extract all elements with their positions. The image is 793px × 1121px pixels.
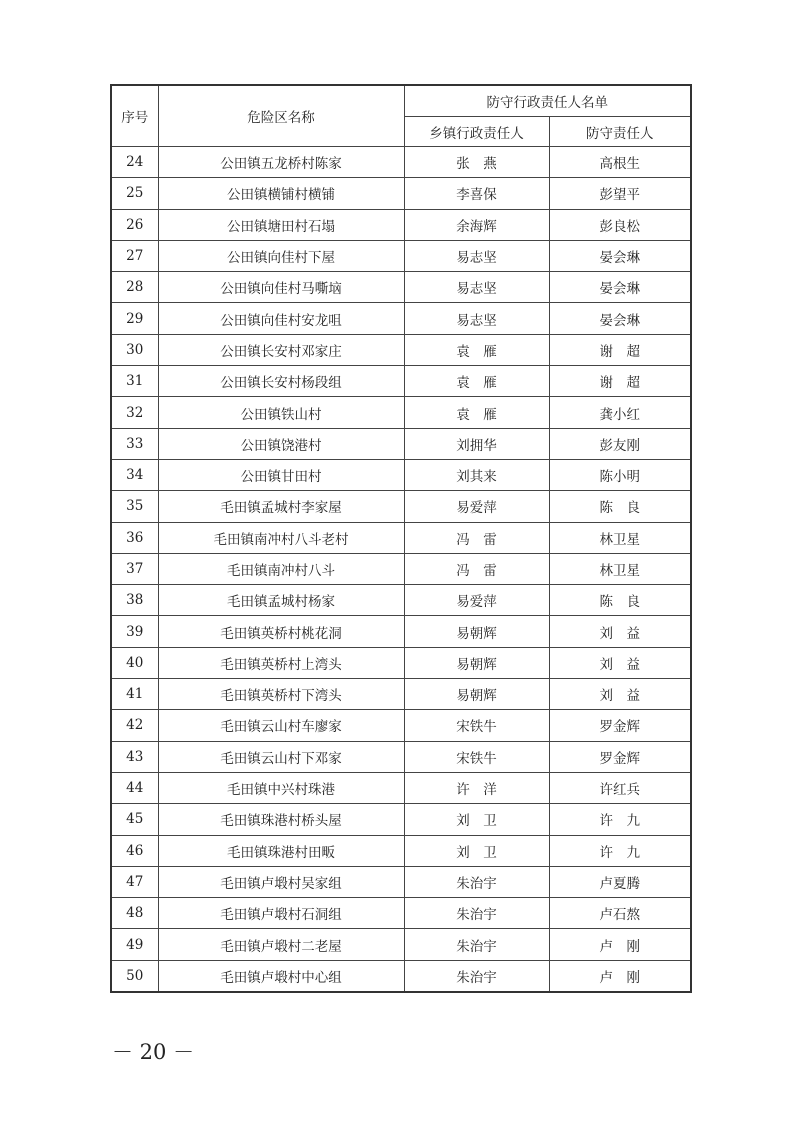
cell-area: 毛田镇卢塅村吴家组 [158,866,404,897]
table-row [111,459,691,490]
table-row [111,491,691,522]
cell-township: 易志坚 [404,240,549,271]
cell-township: 刘 卫 [404,804,549,835]
cell-defense: 彭望平 [549,178,691,209]
cell-defense: 刘 益 [549,616,691,647]
header-seq: 序号 [111,85,158,147]
cell-township: 袁 雁 [404,334,549,365]
cell-defense: 卢夏腾 [549,866,691,897]
cell-defense: 陈小明 [549,459,691,490]
cell-seq: 26 [111,209,158,240]
header-defense-responsible: 防守责任人 [549,117,691,147]
cell-defense: 谢 超 [549,334,691,365]
table-row [111,616,691,647]
table-row [111,147,691,178]
cell-seq: 36 [111,522,158,553]
cell-township: 余海辉 [404,209,549,240]
cell-seq: 50 [111,960,158,992]
cell-defense: 彭良松 [549,209,691,240]
cell-area: 毛田镇英桥村下湾头 [158,679,404,710]
table-body [111,147,691,993]
cell-seq: 35 [111,491,158,522]
cell-township: 刘 卫 [404,835,549,866]
cell-area: 公田镇饶港村 [158,428,404,459]
cell-seq: 40 [111,647,158,678]
table-row [111,898,691,929]
table-row [111,334,691,365]
cell-township: 袁 雁 [404,397,549,428]
cell-area: 公田镇塘田村石塌 [158,209,404,240]
cell-area: 毛田镇卢塅村二老屋 [158,929,404,960]
cell-area: 公田镇五龙桥村陈家 [158,147,404,178]
table-row [111,772,691,803]
cell-defense: 刘 益 [549,679,691,710]
cell-defense: 卢石熬 [549,898,691,929]
cell-seq: 43 [111,741,158,772]
cell-area: 毛田镇南冲村八斗 [158,553,404,584]
cell-area: 毛田镇孟城村李家屋 [158,491,404,522]
cell-area: 公田镇向佳村安龙咀 [158,303,404,334]
responsibility-table [110,84,692,993]
cell-area: 毛田镇南冲村八斗老村 [158,522,404,553]
cell-area: 毛田镇中兴村珠港 [158,772,404,803]
cell-seq: 47 [111,866,158,897]
cell-defense: 许红兵 [549,772,691,803]
cell-area: 毛田镇卢塅村石洞组 [158,898,404,929]
cell-township: 朱治宇 [404,960,549,992]
cell-defense: 彭友刚 [549,428,691,459]
cell-defense: 晏会琳 [549,240,691,271]
cell-township: 刘其来 [404,459,549,490]
cell-seq: 30 [111,334,158,365]
table-row [111,835,691,866]
cell-seq: 39 [111,616,158,647]
cell-area: 公田镇横铺村横铺 [158,178,404,209]
cell-seq: 31 [111,366,158,397]
cell-seq: 32 [111,397,158,428]
cell-township: 易朝辉 [404,679,549,710]
cell-defense: 晏会琳 [549,303,691,334]
cell-area: 毛田镇孟城村杨家 [158,585,404,616]
table-row [111,303,691,334]
cell-seq: 29 [111,303,158,334]
cell-area: 毛田镇珠港村田畈 [158,835,404,866]
cell-seq: 24 [111,147,158,178]
cell-seq: 41 [111,679,158,710]
cell-area: 公田镇向佳村马嘶垴 [158,272,404,303]
cell-defense: 龚小红 [549,397,691,428]
header-area: 危险区名称 [158,85,404,147]
table-row [111,553,691,584]
cell-defense: 罗金辉 [549,741,691,772]
cell-seq: 25 [111,178,158,209]
cell-defense: 卢 刚 [549,929,691,960]
cell-township: 易爱萍 [404,491,549,522]
cell-defense: 林卫星 [549,553,691,584]
page-number: － 20 － [112,1040,195,1064]
cell-area: 毛田镇英桥村桃花洞 [158,616,404,647]
cell-seq: 44 [111,772,158,803]
cell-defense: 林卫星 [549,522,691,553]
cell-defense: 罗金辉 [549,710,691,741]
table-row [111,741,691,772]
cell-defense: 刘 益 [549,647,691,678]
cell-area: 毛田镇卢塅村中心组 [158,960,404,992]
cell-defense: 陈 良 [549,491,691,522]
cell-area: 公田镇铁山村 [158,397,404,428]
table-row [111,366,691,397]
cell-township: 易志坚 [404,272,549,303]
table-row [111,960,691,992]
table-row [111,647,691,678]
cell-township: 朱治宇 [404,866,549,897]
table-row [111,272,691,303]
cell-seq: 49 [111,929,158,960]
cell-township: 易朝辉 [404,647,549,678]
cell-defense: 晏会琳 [549,272,691,303]
table-row [111,866,691,897]
cell-seq: 33 [111,428,158,459]
table-row [111,209,691,240]
cell-township: 朱治宇 [404,898,549,929]
header-township-responsible: 乡镇行政责任人 [404,117,549,147]
cell-seq: 28 [111,272,158,303]
cell-area: 公田镇甘田村 [158,459,404,490]
cell-township: 许 洋 [404,772,549,803]
cell-township: 冯 雷 [404,522,549,553]
cell-township: 袁 雁 [404,366,549,397]
cell-township: 刘拥华 [404,428,549,459]
header-responsible-group: 防守行政责任人名单 [404,85,691,117]
cell-township: 冯 雷 [404,553,549,584]
table-row [111,585,691,616]
table-row [111,929,691,960]
cell-township: 宋铁牛 [404,741,549,772]
table-row [111,522,691,553]
table-row [111,804,691,835]
table-row [111,178,691,209]
cell-area: 毛田镇云山村车廖家 [158,710,404,741]
table-row [111,240,691,271]
cell-area: 公田镇长安村邓家庄 [158,334,404,365]
cell-defense: 许 九 [549,804,691,835]
cell-township: 张 燕 [404,147,549,178]
cell-township: 宋铁牛 [404,710,549,741]
cell-seq: 37 [111,553,158,584]
cell-area: 毛田镇珠港村桥头屋 [158,804,404,835]
cell-seq: 48 [111,898,158,929]
cell-defense: 许 九 [549,835,691,866]
table-row [111,428,691,459]
cell-seq: 38 [111,585,158,616]
cell-defense: 高根生 [549,147,691,178]
cell-seq: 45 [111,804,158,835]
cell-seq: 27 [111,240,158,271]
table-row [111,710,691,741]
cell-area: 毛田镇云山村下邓家 [158,741,404,772]
cell-seq: 34 [111,459,158,490]
cell-township: 易爱萍 [404,585,549,616]
cell-township: 易朝辉 [404,616,549,647]
cell-township: 易志坚 [404,303,549,334]
cell-township: 朱治宇 [404,929,549,960]
cell-area: 毛田镇英桥村上湾头 [158,647,404,678]
cell-township: 李喜保 [404,178,549,209]
cell-area: 公田镇长安村杨段组 [158,366,404,397]
cell-defense: 陈 良 [549,585,691,616]
cell-seq: 46 [111,835,158,866]
table-header [111,85,691,147]
table-row [111,679,691,710]
cell-seq: 42 [111,710,158,741]
cell-defense: 卢 刚 [549,960,691,992]
cell-defense: 谢 超 [549,366,691,397]
cell-area: 公田镇向佳村下屋 [158,240,404,271]
table-row [111,397,691,428]
